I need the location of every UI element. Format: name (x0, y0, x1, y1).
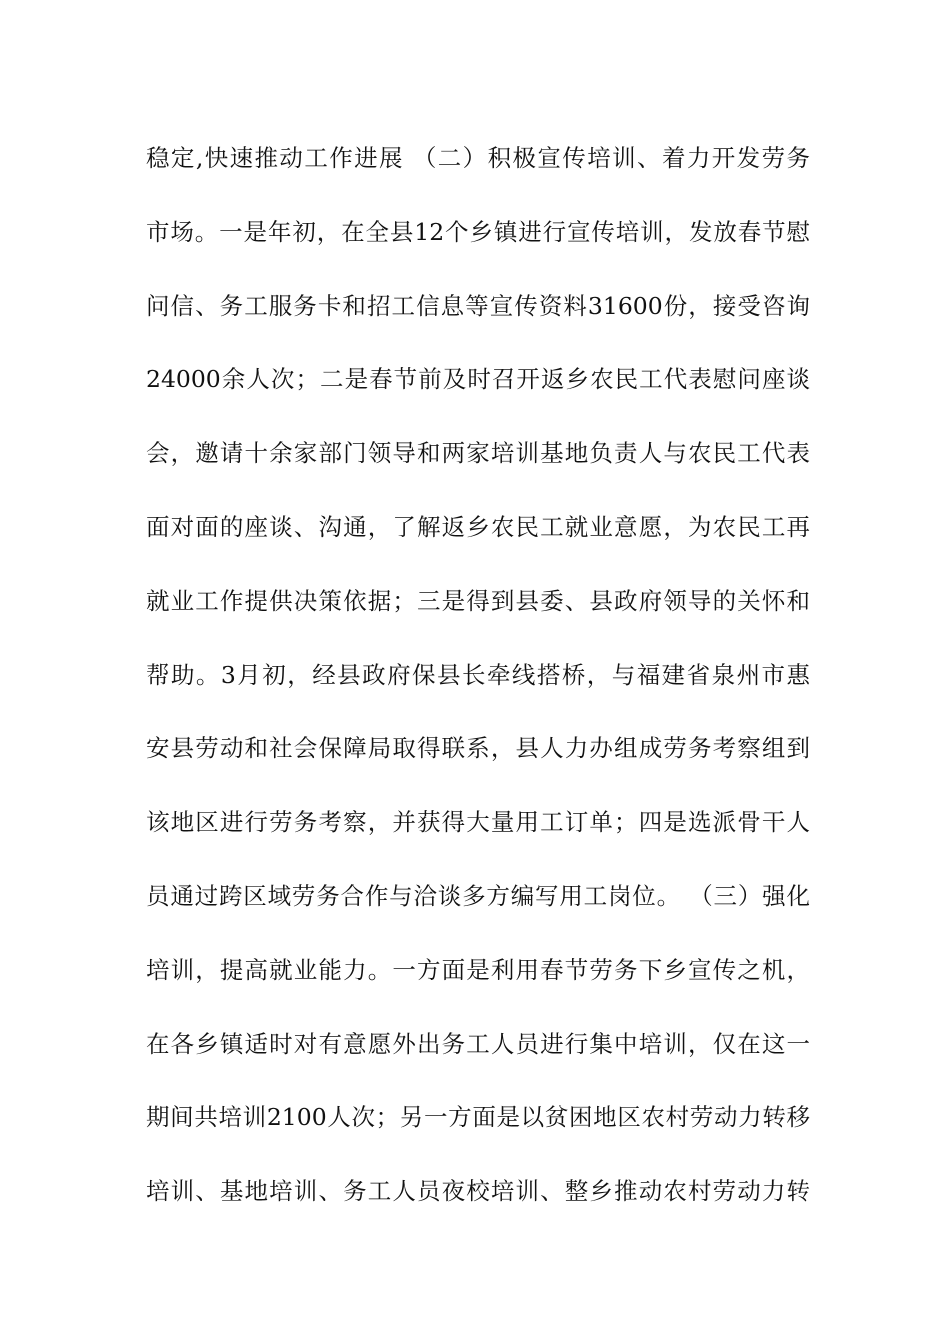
body-text (146, 131, 810, 1238)
text-line: 面对面的座谈、沟通，了解返乡农民工就业意愿，为农民工再 (146, 512, 810, 541)
text-line: 培训、基地培训、务工人员夜校培训、整乡推动农村劳动力转 (146, 1177, 810, 1206)
text-line: 帮助。3月初，经县政府保县长牵线搭桥，与福建省泉州市惠 (146, 660, 810, 689)
text-line: 在各乡镇适时对有意愿外出务工人员进行集中培训，仅在这一 (146, 1029, 810, 1058)
text-line: 市场。一是年初，在全县12个乡镇进行宣传培训，发放春节慰 (146, 217, 810, 246)
text-line: 24000余人次；二是春节前及时召开返乡农民工代表慰问座谈 (146, 365, 810, 394)
text-line: 该地区进行劳务考察，并获得大量用工订单；四是选派骨干人 (146, 808, 810, 837)
text-line: 培训，提高就业能力。一方面是利用春节劳务下乡宣传之机， (146, 955, 810, 984)
text-line: 会，邀请十余家部门领导和两家培训基地负责人与农民工代表 (146, 439, 810, 468)
text-line: 问信、务工服务卡和招工信息等宣传资料31600份，接受咨询 (146, 291, 810, 320)
text-line: 安县劳动和社会保障局取得联系，县人力办组成劳务考察组到 (146, 734, 810, 763)
text-line: 稳定,快速推动工作进展 （二）积极宣传培训、着力开发劳务 (146, 144, 810, 172)
text-line: 员通过跨区域劳务合作与洽谈多方编写用工岗位。 （三）强化 (146, 881, 810, 910)
text-line: 就业工作提供决策依据；三是得到县委、县政府领导的关怀和 (146, 586, 810, 615)
text-line: 期间共培训2100人次；另一方面是以贫困地区农村劳动力转移 (146, 1103, 810, 1132)
